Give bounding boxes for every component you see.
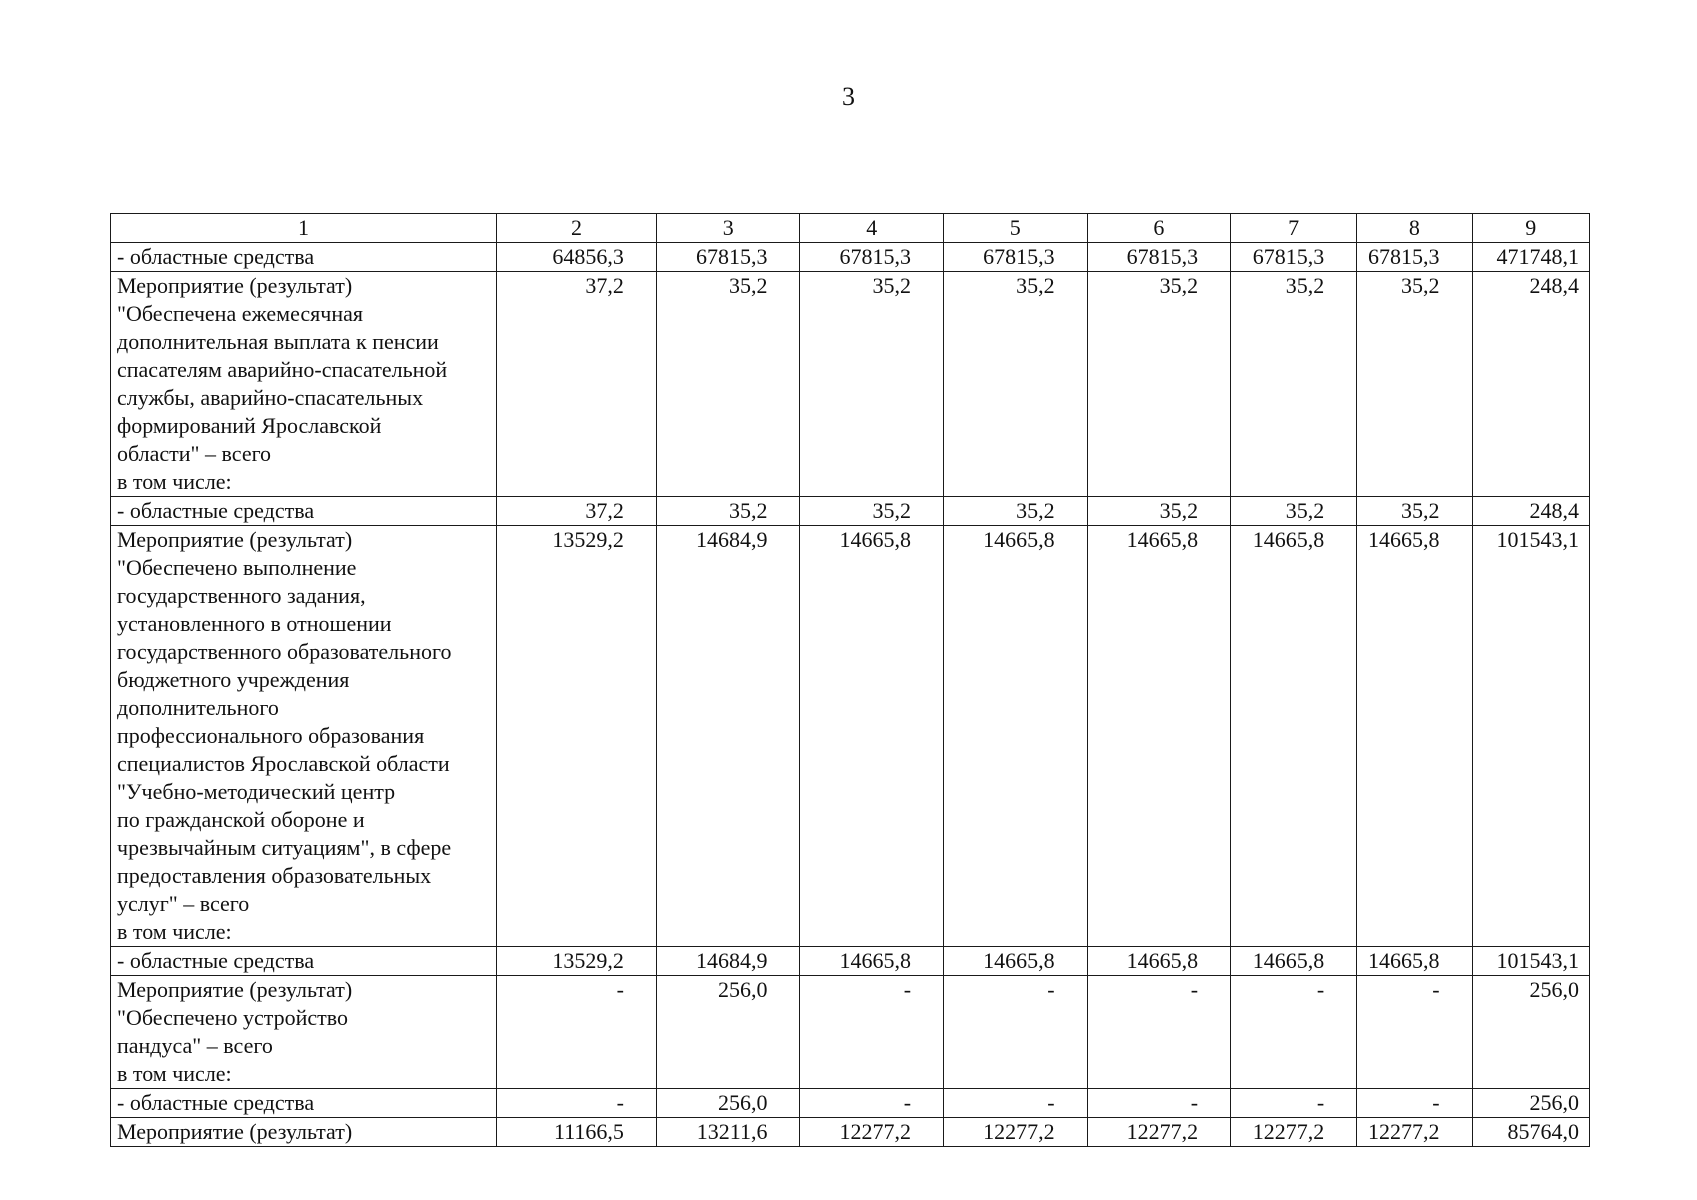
value-cell: 37,2: [497, 497, 657, 526]
table-row: [111, 497, 1590, 526]
table-row: [111, 1089, 1590, 1118]
value-cell: -: [497, 976, 657, 1089]
value-cell: 256,0: [656, 976, 800, 1089]
row-label-line: "Обеспечено выполнение: [117, 555, 357, 580]
value-cell: -: [944, 976, 1088, 1089]
value-cell: 35,2: [656, 272, 800, 497]
value-cell: 64856,3: [497, 243, 657, 272]
value-cell: 67815,3: [656, 243, 800, 272]
value-cell: 12277,2: [1231, 1118, 1357, 1147]
value-cell: -: [1231, 976, 1357, 1089]
value-cell: 14665,8: [1357, 526, 1472, 947]
value-cell: 14684,9: [656, 526, 800, 947]
row-label-line: предоставления образовательных: [117, 863, 432, 888]
row-label-line: в том числе:: [117, 469, 232, 494]
row-label-line: "Учебно-методический центр: [117, 779, 396, 804]
value-cell: 248,4: [1472, 272, 1589, 497]
value-cell: 14665,8: [944, 526, 1088, 947]
value-cell: 13529,2: [497, 526, 657, 947]
row-label-line: бюджетного учреждения: [117, 667, 350, 692]
value-cell: 13529,2: [497, 947, 657, 976]
value-cell: 13211,6: [656, 1118, 800, 1147]
column-header: 9: [1472, 214, 1589, 243]
row-label-line: профессионального образования: [117, 723, 425, 748]
table-row: [111, 526, 1590, 947]
value-cell: 256,0: [1472, 976, 1589, 1089]
row-label-line: пандуса" – всего: [117, 1033, 273, 1058]
column-header: 8: [1357, 214, 1472, 243]
row-label-line: Мероприятие (результат): [117, 527, 353, 552]
column-header: 4: [800, 214, 944, 243]
value-cell: -: [1087, 1089, 1231, 1118]
value-cell: 35,2: [1357, 497, 1472, 526]
value-cell: 14665,8: [1231, 947, 1357, 976]
value-cell: 14665,8: [1087, 947, 1231, 976]
value-cell: 12277,2: [1087, 1118, 1231, 1147]
column-header: 5: [944, 214, 1088, 243]
value-cell: 14665,8: [800, 526, 944, 947]
row-label-line: в том числе:: [117, 1061, 232, 1086]
row-label-line: по гражданской обороне и: [117, 807, 365, 832]
value-cell: 14665,8: [1231, 526, 1357, 947]
value-cell: 101543,1: [1472, 526, 1589, 947]
budget-table: [110, 213, 1590, 1147]
row-label-line: спасателям аварийно-спасательной: [117, 357, 448, 382]
column-header: 7: [1231, 214, 1357, 243]
row-label-line: Мероприятие (результат): [117, 1119, 353, 1144]
value-cell: 14684,9: [656, 947, 800, 976]
row-label-line: - областные средства: [117, 948, 315, 973]
row-label: [111, 1089, 497, 1118]
value-cell: 248,4: [1472, 497, 1589, 526]
row-label-line: Мероприятие (результат): [117, 977, 353, 1002]
value-cell: 256,0: [1472, 1089, 1589, 1118]
value-cell: -: [800, 1089, 944, 1118]
value-cell: 14665,8: [1357, 947, 1472, 976]
row-label: [111, 272, 497, 497]
row-label-line: специалистов Ярославской области: [117, 751, 450, 776]
row-label: [111, 243, 497, 272]
value-cell: 35,2: [1357, 272, 1472, 497]
table-row: [111, 243, 1590, 272]
row-label-line: государственного задания,: [117, 583, 366, 608]
column-header: 3: [656, 214, 800, 243]
value-cell: 35,2: [800, 497, 944, 526]
value-cell: 14665,8: [1087, 526, 1231, 947]
row-label: [111, 1118, 497, 1147]
table-body: [111, 243, 1590, 1147]
value-cell: 35,2: [1087, 272, 1231, 497]
column-header: 6: [1087, 214, 1231, 243]
value-cell: 256,0: [656, 1089, 800, 1118]
row-label: [111, 497, 497, 526]
table-row: [111, 976, 1590, 1089]
row-label: [111, 947, 497, 976]
value-cell: 12277,2: [800, 1118, 944, 1147]
row-label-line: - областные средства: [117, 1090, 315, 1115]
value-cell: 85764,0: [1472, 1118, 1589, 1147]
value-cell: 37,2: [497, 272, 657, 497]
column-header: 2: [497, 214, 657, 243]
row-label-line: "Обеспечено устройство: [117, 1005, 348, 1030]
row-label-line: - областные средства: [117, 498, 315, 523]
value-cell: 35,2: [944, 497, 1088, 526]
row-label-line: чрезвычайным ситуациям", в сфере: [117, 835, 452, 860]
value-cell: 35,2: [1087, 497, 1231, 526]
value-cell: 67815,3: [944, 243, 1088, 272]
value-cell: 67815,3: [1231, 243, 1357, 272]
table-row: [111, 1118, 1590, 1147]
value-cell: 35,2: [1231, 272, 1357, 497]
value-cell: 35,2: [1231, 497, 1357, 526]
row-label-line: дополнительного: [117, 695, 279, 720]
value-cell: 14665,8: [800, 947, 944, 976]
value-cell: 471748,1: [1472, 243, 1589, 272]
table-row: [111, 947, 1590, 976]
value-cell: -: [800, 976, 944, 1089]
value-cell: 35,2: [944, 272, 1088, 497]
value-cell: 12277,2: [1357, 1118, 1472, 1147]
value-cell: 35,2: [656, 497, 800, 526]
row-label-line: - областные средства: [117, 244, 315, 269]
row-label-line: формирований Ярославской: [117, 413, 382, 438]
value-cell: 101543,1: [1472, 947, 1589, 976]
table-row: [111, 272, 1590, 497]
value-cell: -: [1357, 1089, 1472, 1118]
page-number: 3: [842, 82, 855, 111]
row-label-line: услуг" – всего: [117, 891, 250, 916]
row-label-line: установленного в отношении: [117, 611, 392, 636]
column-header: 1: [111, 214, 497, 243]
row-label-line: "Обеспечена ежемесячная: [117, 301, 363, 326]
value-cell: -: [1357, 976, 1472, 1089]
value-cell: 67815,3: [800, 243, 944, 272]
header-row: [111, 214, 1590, 243]
value-cell: 12277,2: [944, 1118, 1088, 1147]
value-cell: 67815,3: [1357, 243, 1472, 272]
value-cell: -: [1231, 1089, 1357, 1118]
row-label-line: области" – всего: [117, 441, 272, 466]
row-label-line: Мероприятие (результат): [117, 273, 353, 298]
value-cell: 11166,5: [497, 1118, 657, 1147]
value-cell: -: [1087, 976, 1231, 1089]
row-label: [111, 526, 497, 947]
value-cell: 35,2: [800, 272, 944, 497]
row-label-line: дополнительная выплата к пенсии: [117, 329, 439, 354]
row-label-line: государственного образовательного: [117, 639, 452, 664]
row-label: [111, 976, 497, 1089]
value-cell: -: [497, 1089, 657, 1118]
row-label-line: в том числе:: [117, 919, 232, 944]
value-cell: -: [944, 1089, 1088, 1118]
value-cell: 14665,8: [944, 947, 1088, 976]
row-label-line: службы, аварийно-спасательных: [117, 385, 424, 410]
value-cell: 67815,3: [1087, 243, 1231, 272]
